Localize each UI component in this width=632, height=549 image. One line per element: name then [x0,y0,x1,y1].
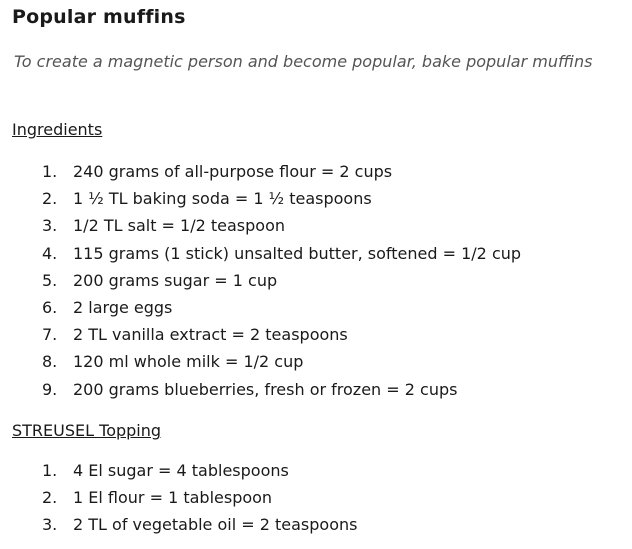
list-item-number: 8. [42,352,58,372]
page-subtitle: To create a magnetic person and become popular, bake popular muffins [14,52,593,71]
list-item-text: 1/2 TL salt = 1/2 teaspoon [73,216,286,236]
list-item-number: 2. [42,189,58,209]
list-item-number: 2. [42,488,58,508]
list-item-text: 240 grams of all-purpose flour = 2 cups [73,162,393,181]
streusel-heading: STREUSEL Topping [12,421,162,440]
list-item-number: 3. [42,515,58,535]
page-title: Popular muffins [12,6,186,28]
list-item-number: 1. [42,461,58,480]
list-item-number: 5. [42,270,58,290]
list-item-text: 1 El flour = 1 tablespoon [73,488,273,508]
list-item-number: 9. [42,379,58,399]
list-item-number: 3. [42,216,58,236]
list-item-text: 4 El sugar = 4 tablespoons [73,461,289,480]
list-item-number: 6. [42,297,58,317]
list-item-text: 2 TL vanilla extract = 2 teaspoons [73,325,348,345]
list-item-number: 1. [42,162,58,181]
list-item-text: 115 grams (1 stick) unsalted butter, softened = 1/2 cup [73,243,522,263]
list-item-number: 7. [42,325,58,345]
list-item-text: 120 ml whole milk = 1/2 cup [73,352,304,372]
list-item-number: 4. [42,243,58,263]
ingredients-heading: Ingredients [12,120,103,139]
list-item-text: 2 large eggs [73,297,173,317]
list-item-text: 200 grams sugar = 1 cup [73,270,278,290]
list-item-text: 200 grams blueberries, fresh or frozen = 2 cups [73,379,458,399]
list-item-text: 2 TL of vegetable oil = 2 teaspoons [73,515,358,535]
list-item-text: 1 ½ TL baking soda = 1 ½ teaspoons [73,189,372,209]
